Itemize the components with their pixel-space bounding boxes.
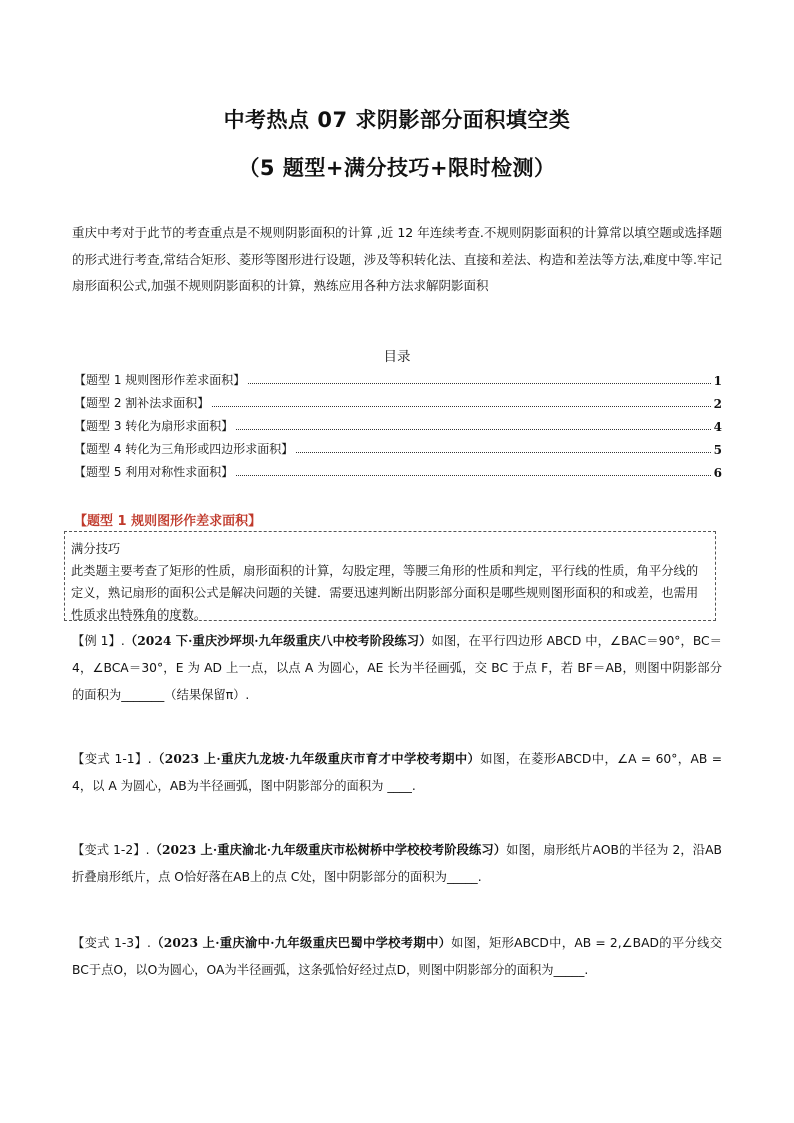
question-text: 如图，在菱形ABCD中，∠A = 60°，AB = 4，以 A 为圆心，AB为半径画弧，图中阴影部分的面积为 ____. xyxy=(72,752,722,793)
toc-item-page: 1 xyxy=(713,374,722,388)
toc-item-label: 【题型 4 转化为三角形或四边形求面积】 xyxy=(74,442,294,456)
question-tag: 【例 1】. xyxy=(72,634,125,648)
document-title: 中考热点 07 求阴影部分面积填空类 xyxy=(223,108,571,132)
question-tag: 【变式 1-3】. xyxy=(72,936,151,950)
question-text: 如图，矩形ABCD中，AB = 2,∠BAD的平分线交BC于点O，以O为圆心，OA为半径画弧，这条弧恰好经过点D，则图中阴影部分的面积为_____. xyxy=(72,936,722,977)
question-source: （2023 上·重庆渝中·九年级重庆巴蜀中学校考期中） xyxy=(150,935,452,950)
section-heading: 【题型 1 规则图形作差求面积】 xyxy=(74,514,262,529)
toc-title: 目录 xyxy=(383,349,411,365)
toc-item[interactable] xyxy=(74,437,722,457)
question-tag: 【变式 1-1】. xyxy=(72,752,152,766)
toc-item-page: 4 xyxy=(713,420,722,434)
tips-box xyxy=(64,531,716,621)
toc-leader xyxy=(212,406,710,407)
question-text: 如图，在平行四边形 ABCD 中，∠BAC＝90°，BC＝4，∠BCA＝30°，E 为 AD 上一点，以点 A 为圆心，AE 长为半径画弧，交 BC 于点 F，若 BF＝AB，则图中阴影部分的面积为_______（结果保留π）. xyxy=(72,634,722,702)
toc-leader xyxy=(296,452,710,453)
toc-item-page: 6 xyxy=(713,466,722,480)
toc-item[interactable] xyxy=(74,460,722,480)
toc-item[interactable] xyxy=(74,368,722,388)
document-subtitle: （5 题型+满分技巧+限时检测） xyxy=(238,156,556,180)
toc-item[interactable] xyxy=(74,414,722,434)
toc-item-label: 【题型 1 规则图形作差求面积】 xyxy=(74,373,246,387)
question-text: 如图，扇形纸片AOB的半径为 2，沿AB折叠扇形纸片，点 O恰好落在AB上的点 C处，图中阴影部分的面积为_____. xyxy=(72,843,722,884)
toc-item-page: 5 xyxy=(713,443,722,457)
question-source: （2024 下·重庆沙坪坝·九年级重庆八中校考阶段练习） xyxy=(124,633,432,648)
question-source: （2023 上·重庆渝北·九年级重庆市松树桥中学校校考阶段练习） xyxy=(149,842,507,857)
toc-leader xyxy=(236,429,710,430)
question-variant-1-3 xyxy=(72,929,722,984)
tips-heading: 满分技巧 xyxy=(71,542,121,556)
tips-body: 此类题主要考查了矩形的性质，扇形面积的计算，勾股定理，等腰三角形的性质和判定，平行线的性质，角平分线的定义，熟记扇形的面积公式是解决问题的关键．需要迅速判断出阴影部分面积是哪些规则图形面积的和或差，也需用性质求出特殊角的度数。 xyxy=(71,564,699,622)
toc-item-label: 【题型 2 割补法求面积】 xyxy=(74,396,210,410)
toc-item-page: 2 xyxy=(713,397,722,411)
question-tag: 【变式 1-2】. xyxy=(72,843,150,857)
toc-leader xyxy=(236,475,710,476)
question-example-1 xyxy=(72,627,722,709)
intro-paragraph: 重庆中考对于此节的考查重点是不规则阴影面积的计算 ,近 12 年连续考查.不规则阴影面积的计算常以填空题或选择题的形式进行考查,常结合矩形、菱形等图形进行设题，涉及等积转化法、直接和差法、构造和差法等方法,难度中等.牢记扇形面积公式,加强不规则阴影面积的计算，熟练应用各种方法求解阴影面积 xyxy=(72,225,722,293)
toc-item-label: 【题型 3 转化为扇形求面积】 xyxy=(74,419,234,433)
question-variant-1-1 xyxy=(72,745,722,800)
toc-item[interactable] xyxy=(74,391,722,411)
toc-leader xyxy=(248,383,710,384)
question-source: （2023 上·重庆九龙坡·九年级重庆市育才中学校考期中） xyxy=(151,751,481,766)
question-variant-1-2 xyxy=(72,836,722,891)
toc-item-label: 【题型 5 利用对称性求面积】 xyxy=(74,465,234,479)
